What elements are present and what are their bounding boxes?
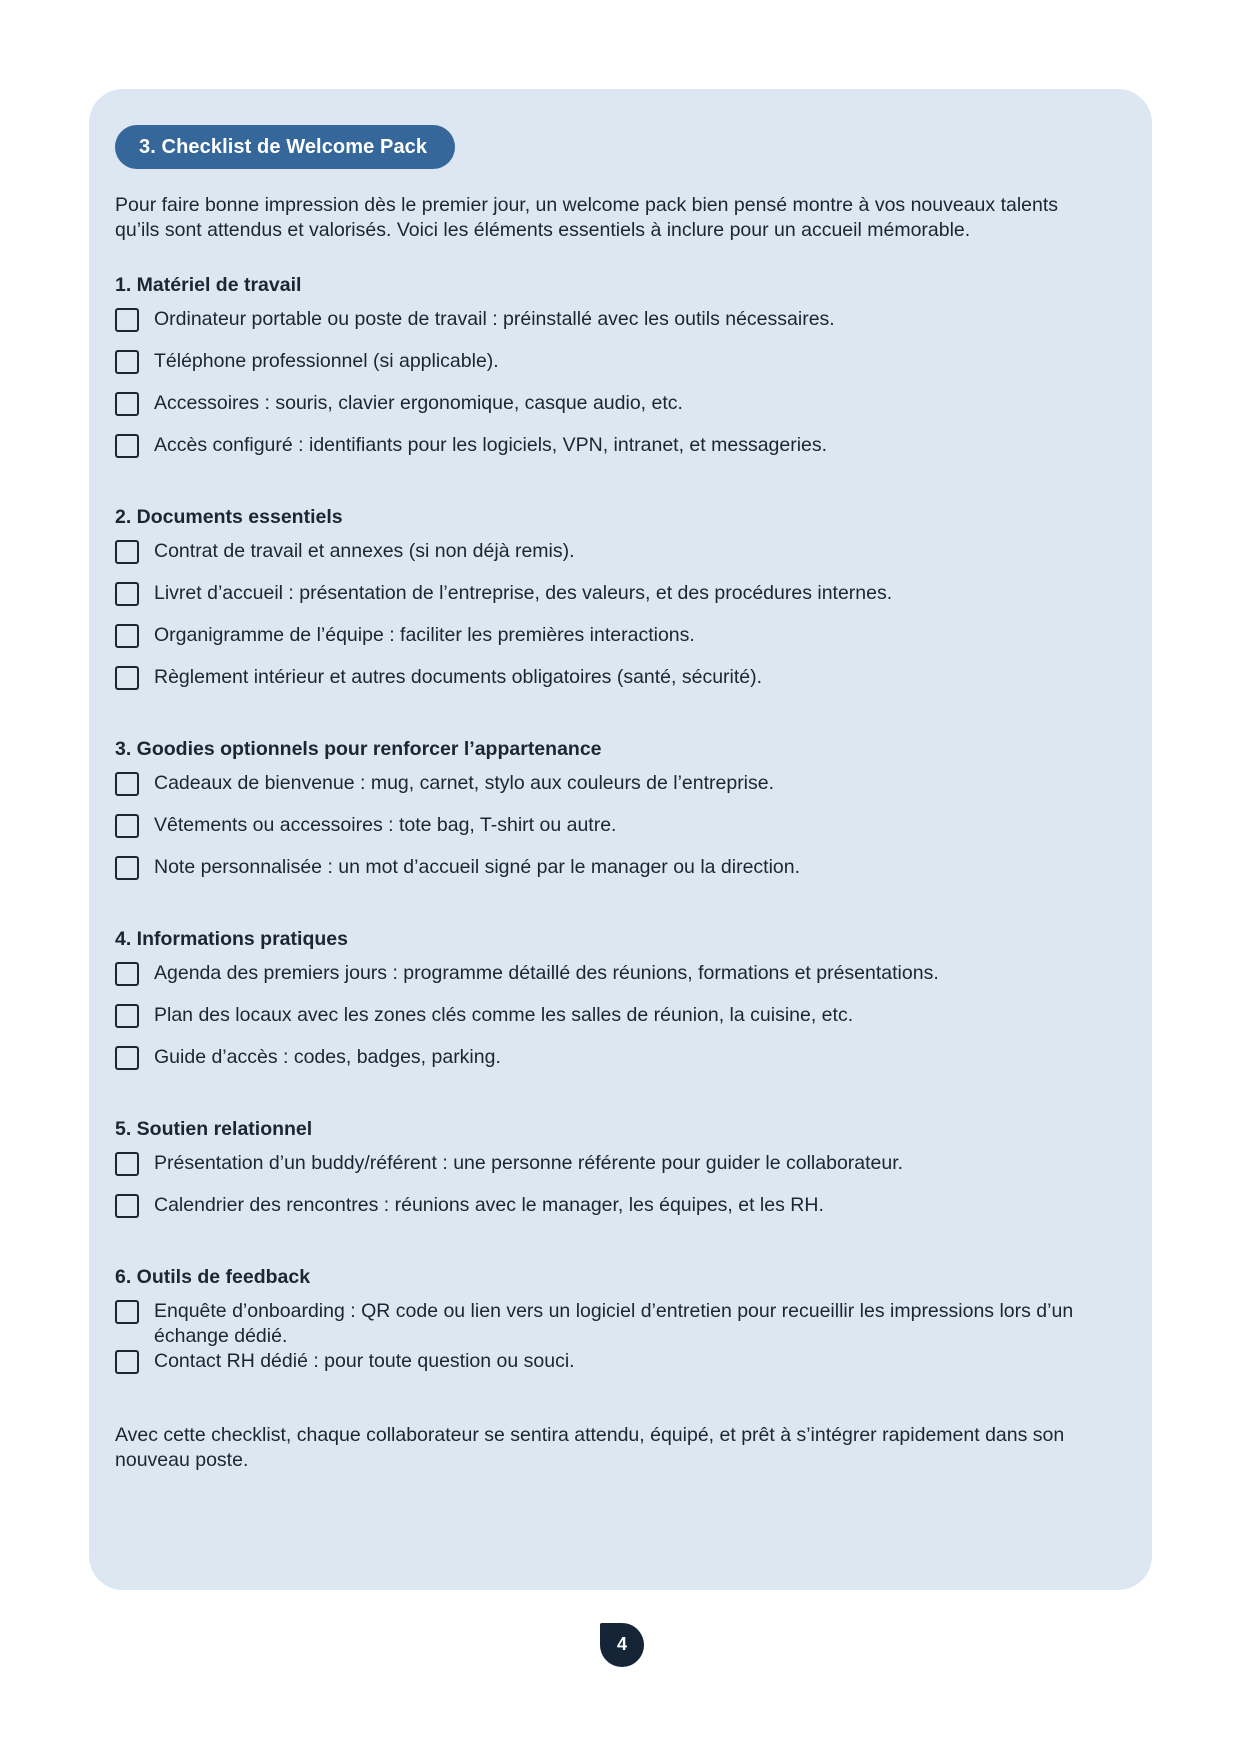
checklist-item-label: Organigramme de l’équipe : faciliter les premières interactions. <box>154 624 695 646</box>
checklist-item-label: Présentation d’un buddy/référent : une personne référente pour guider le collaborateur. <box>154 1152 904 1174</box>
checklist-item <box>115 1003 1095 1045</box>
checklist-item <box>115 813 1095 855</box>
checkbox[interactable] <box>115 666 139 690</box>
checkbox[interactable] <box>115 308 139 332</box>
checklist-item <box>115 623 1095 665</box>
checkbox[interactable] <box>115 962 139 986</box>
checklist-item-label: Cadeaux de bienvenue : mug, carnet, stylo aux couleurs de l’entreprise. <box>154 772 775 794</box>
section-heading: 1. Matériel de travail <box>115 274 302 296</box>
checklist-item-label: Téléphone professionnel (si applicable). <box>154 350 499 372</box>
checklist-card <box>89 89 1152 1590</box>
checklist-item-label: Agenda des premiers jours : programme détaillé des réunions, formations et présentations. <box>154 962 939 984</box>
checkbox[interactable] <box>115 1194 139 1218</box>
section-title-pill: 3. Checklist de Welcome Pack <box>115 125 455 169</box>
checklist-item <box>115 771 1095 813</box>
section-heading: 2. Documents essentiels <box>115 506 343 528</box>
checklist-item <box>115 433 1095 475</box>
checkbox[interactable] <box>115 1300 139 1324</box>
checkbox[interactable] <box>115 434 139 458</box>
page-number-badge: 4 <box>600 1623 644 1667</box>
checklist-item <box>115 349 1095 391</box>
checkbox[interactable] <box>115 1350 139 1374</box>
checklist-section <box>115 1117 1095 1235</box>
checklist-item-label: Contrat de travail et annexes (si non déjà remis). <box>154 540 575 562</box>
checkbox[interactable] <box>115 1152 139 1176</box>
checklist-item-label: Règlement intérieur et autres documents obligatoires (santé, sécurité). <box>154 666 763 688</box>
checklist-item <box>115 391 1095 433</box>
checkbox[interactable] <box>115 392 139 416</box>
checklist-item-label: Note personnalisée : un mot d’accueil signé par le manager ou la direction. <box>154 856 801 878</box>
checklist-item-label: Enquête d’onboarding : QR code ou lien vers un logiciel d’entretien pour recueillir les impressions lors d’un échange dédié. <box>154 1300 1074 1347</box>
checklist-item <box>115 665 1095 707</box>
section-heading: 3. Goodies optionnels pour renforcer l’appartenance <box>115 738 602 760</box>
checklist-section <box>115 1265 1095 1391</box>
checklist-item-label: Guide d’accès : codes, badges, parking. <box>154 1046 501 1068</box>
checklist-section <box>115 737 1095 897</box>
checklist-section <box>115 273 1095 475</box>
checklist-section <box>115 505 1095 707</box>
closing-paragraph: Avec cette checklist, chaque collaborateur se sentira attendu, équipé, et prêt à s’intégrer rapidement dans son nouveau poste. <box>115 1424 1065 1471</box>
checklist-item-label: Plan des locaux avec les zones clés comme les salles de réunion, la cuisine, etc. <box>154 1004 854 1026</box>
checkbox[interactable] <box>115 350 139 374</box>
checkbox[interactable] <box>115 1046 139 1070</box>
section-heading: 4. Informations pratiques <box>115 928 348 950</box>
checklist-item <box>115 307 1095 349</box>
checklist-item <box>115 581 1095 623</box>
checklist-content <box>115 193 1095 1473</box>
checklist-item-label: Contact RH dédié : pour toute question ou souci. <box>154 1350 575 1372</box>
checkbox[interactable] <box>115 624 139 648</box>
checklist-item <box>115 1349 1095 1391</box>
checklist-item <box>115 961 1095 1003</box>
checkbox[interactable] <box>115 540 139 564</box>
checklist-item-label: Accessoires : souris, clavier ergonomique, casque audio, etc. <box>154 392 683 414</box>
checklist-sections <box>115 273 1095 1391</box>
checklist-item <box>115 855 1095 897</box>
checkbox[interactable] <box>115 1004 139 1028</box>
checkbox[interactable] <box>115 772 139 796</box>
checkbox[interactable] <box>115 582 139 606</box>
checklist-item-label: Livret d’accueil : présentation de l’entreprise, des valeurs, et des procédures internes. <box>154 582 893 604</box>
checklist-item <box>115 539 1095 581</box>
checklist-item-label: Vêtements ou accessoires : tote bag, T-shirt ou autre. <box>154 814 617 836</box>
checklist-item <box>115 1151 1095 1193</box>
section-heading: 6. Outils de feedback <box>115 1266 311 1288</box>
checklist-item-label: Calendrier des rencontres : réunions avec le manager, les équipes, et les RH. <box>154 1194 824 1216</box>
checklist-item-label: Accès configuré : identifiants pour les logiciels, VPN, intranet, et messageries. <box>154 434 828 456</box>
checklist-item <box>115 1299 1095 1349</box>
checklist-item <box>115 1045 1095 1087</box>
checklist-item <box>115 1193 1095 1235</box>
checklist-section <box>115 927 1095 1087</box>
checkbox[interactable] <box>115 856 139 880</box>
section-heading: 5. Soutien relationnel <box>115 1118 313 1140</box>
intro-paragraph: Pour faire bonne impression dès le premier jour, un welcome pack bien pensé montre à vos nouveaux talents qu’ils sont attendus et valorisés. Voici les éléments essentiels à inclure pour un accueil mémorable. <box>115 194 1059 241</box>
checkbox[interactable] <box>115 814 139 838</box>
checklist-item-label: Ordinateur portable ou poste de travail : préinstallé avec les outils nécessaires. <box>154 308 835 330</box>
